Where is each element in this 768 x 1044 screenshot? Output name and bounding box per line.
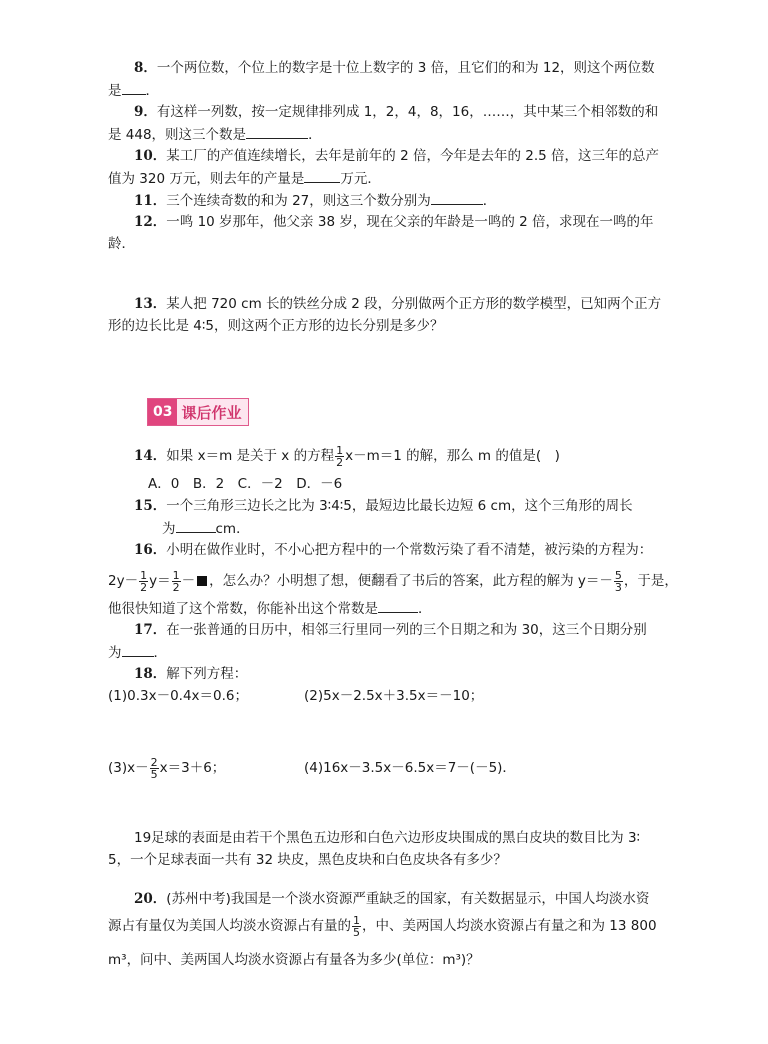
q9-number: 9．: [134, 104, 157, 120]
q15-number: 15．: [134, 498, 167, 514]
answer-blank[interactable]: [122, 80, 146, 95]
fraction: $\frac{5}{3}$: [614, 568, 622, 594]
q12-line2: 龄．: [108, 236, 135, 252]
q15-text: 一个三角形三边长之比为 3∶4∶5，最短边比最长边短 6 cm，这个三角形的周长: [166, 498, 633, 514]
answer-blank[interactable]: [431, 190, 483, 205]
q17-number: 17．: [134, 622, 167, 638]
q13-text: 某人把 720 cm 长的铁丝分成 2 段，分别做两个正方形的数学模型，已知两个正方: [166, 296, 662, 312]
q16-text: 小明在做作业时，不小心把方程中的一个常数污染了看不清楚，被污染的方程为：: [166, 542, 653, 558]
q18-part1: (1)0.3x－0.4x＝0.6；: [108, 688, 249, 704]
fraction: $\frac{1}{5}$: [353, 913, 360, 939]
q16-line2: 2y－ $\frac{1}{2}$ y＝ $\frac{1}{2}$ － ，怎么办？小明想了想，便翻看了书后的答案，此方程的解为 y＝－ $\frac{5}{3}$ ，于是，: [108, 568, 678, 594]
q14-options: A．0 B．2 C．－2 D．－6: [148, 476, 343, 492]
q16-line3: 他很快知道了这个常数，你能补出这个常数是 ．: [108, 598, 432, 619]
q14-number: 14．: [134, 448, 167, 464]
answer-blank[interactable]: [122, 642, 154, 657]
q10-line1: [134, 146, 659, 166]
fraction: $\frac{2}{5}$: [150, 755, 158, 781]
q13-line2: 形的边长比是 4∶5，则这两个正方形的边长分别是多少？: [108, 318, 444, 334]
q20-line1: [134, 889, 649, 909]
q18-number: 18．: [134, 666, 167, 682]
q12-line1: [134, 212, 654, 232]
q17-line2: 为 ．: [108, 642, 167, 663]
q16-line1: [134, 540, 652, 560]
q18-text: 解下列方程：: [166, 666, 248, 682]
answer-blank[interactable]: [304, 168, 340, 183]
q20-line2: 源占有量仅为美国人均淡水资源占有量的 $\frac{1}{5}$ ，中、美两国人均淡水资源占有量之和为 13 800: [108, 913, 657, 939]
section-title: 课后作业: [181, 403, 242, 422]
answer-blank[interactable]: [246, 124, 308, 139]
q8-text: 一个两位数，个位上的数字是十位上数字的 3 倍，且它们的和为 12，则这个两位数: [156, 60, 655, 76]
q17-text: 在一张普通的日历中，相邻三行里同一列的三个日期之和为 30，这三个日期分别: [166, 622, 647, 638]
q19-line2: 5，一个足球表面一共有 32 块皮，黑色皮块和白色皮块各有多少？: [108, 852, 507, 868]
answer-blank[interactable]: [176, 518, 216, 533]
q10-number: 10．: [134, 148, 167, 164]
q20-number: 20．: [134, 891, 167, 907]
q9-text: 有这样一列数，按一定规律排列成 1，2，4，8，16，……，其中某三个相邻数的和: [156, 104, 659, 120]
q12-text: 一鸣 10 岁那年，他父亲 38 岁，现在父亲的年龄是一鸣的 2 倍，求现在一鸣的年: [166, 214, 654, 230]
q20-line3: m³，问中、美两国人均淡水资源占有量各为多少(单位：m³)？: [108, 952, 480, 968]
q20-text: (苏州中考)我国是一个淡水资源严重缺乏的国家，有关数据显示，中国人均淡水资: [166, 891, 650, 907]
answer-blank[interactable]: [378, 598, 418, 613]
q17-line1: [134, 620, 647, 640]
q11-line1: 11．三个连续奇数的和为 27，则这三个数分别为 ．: [134, 190, 496, 211]
section-header-badge: [147, 398, 249, 426]
q16-number: 16．: [134, 542, 167, 558]
q13-line1: [134, 294, 661, 314]
q8-line1: [134, 58, 655, 78]
q15-line2: 为 cm．: [162, 518, 250, 539]
q14-line1: 14．如果 x＝m 是关于 x 的方程 $\frac{1}{2}$ x－m＝1 的解，那么 m 的值是( ): [134, 443, 560, 469]
smudge-icon: [197, 576, 207, 586]
fraction: $\frac{1}{2}$: [336, 443, 344, 469]
q12-number: 12．: [134, 214, 167, 230]
q8-number: 8．: [134, 60, 157, 76]
q18-line1: [134, 664, 247, 684]
fraction: $\frac{1}{2}$: [140, 568, 148, 594]
section-number: 03: [148, 399, 177, 425]
q13-number: 13．: [134, 296, 167, 312]
q10-text: 某工厂的产值连续增长，去年是前年的 2 倍，今年是去年的 2.5 倍，这三年的总产: [166, 148, 660, 164]
q9-line1: [134, 102, 658, 122]
q19-line1: 19足球的表面是由若干个黑色五边形和白色六边形皮块围成的黑白皮块的数目比为 3∶: [134, 830, 641, 846]
q11-text: 三个连续奇数的和为 27，则这三个数分别为: [166, 193, 431, 209]
q18-part3: (3)x－ $\frac{2}{5}$ x＝3＋6；: [108, 755, 226, 781]
q18-part4: (4)16x－3.5x－6.5x＝7－(－5)．: [304, 760, 516, 776]
q18-part2: (2)5x－2.5x＋3.5x＝－10；: [304, 688, 484, 704]
q8-line2: 是 ．: [108, 80, 159, 101]
q9-line2: 是 448，则这三个数是 ．: [108, 124, 322, 145]
q10-line2: 值为 320 万元，则去年的产量是 万元．: [108, 168, 381, 189]
fraction: $\frac{1}{2}$: [172, 568, 180, 594]
q11-number: 11．: [134, 193, 167, 209]
q15-line1: [134, 496, 633, 516]
